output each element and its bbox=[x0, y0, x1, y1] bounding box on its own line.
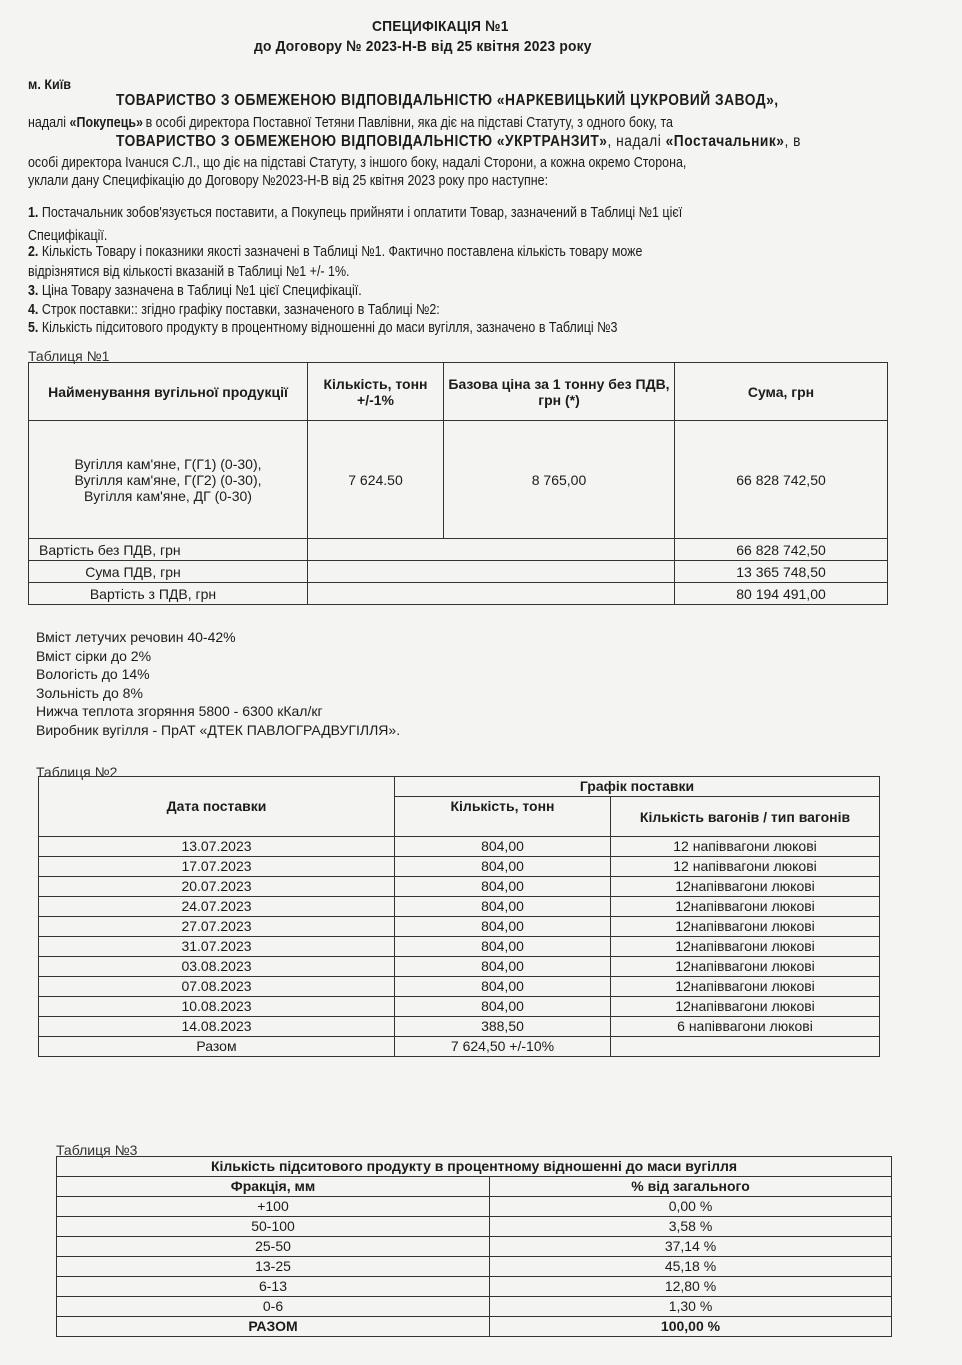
t2-row: 20.07.2023 804,00 12напіввагони люкові bbox=[39, 877, 880, 897]
t2-row: 13.07.2023 804,00 12 напіввагони люкові bbox=[39, 837, 880, 857]
quality-list bbox=[36, 628, 400, 739]
supplier-company-name: ТОВАРИСТВО З ОБМЕЖЕНОЮ ВІДПОВІДАЛЬНІСТЮ «УКРТРАНЗИТ» bbox=[116, 133, 608, 150]
table3-caption: Таблиця №3 bbox=[56, 1142, 138, 1158]
table2-delivery-schedule bbox=[38, 776, 880, 1057]
clause-3: 3. Ціна Товару зазначена в Таблиці №1 цієї Специфікації. bbox=[28, 283, 362, 299]
t2-header-qty: Кількість, тонн bbox=[395, 797, 611, 837]
t2-group-header: Графік поставки bbox=[395, 777, 880, 797]
clause-2: 2. Кількість Товару і показники якості зазначені в Таблиці №1. Фактично поставлена кількість товару може bbox=[28, 244, 643, 260]
t2-header-date: Дата поставки bbox=[39, 797, 395, 837]
t3-header-fraction: Фракція, мм bbox=[57, 1177, 490, 1197]
t2-total-row: Разом 7 624,50 +/-10% bbox=[39, 1037, 880, 1057]
t3-row: 50-100 3,58 % bbox=[57, 1217, 892, 1237]
agreement-line: уклали дану Специфікацію до Договору №2023-Н-В від 25 квітня 2023 року про наступне: bbox=[28, 173, 549, 189]
quality-item: Нижча теплота згоряння 5800 - 6300 кКал/кг bbox=[36, 703, 323, 719]
table1-caption: Таблиця №1 bbox=[28, 348, 110, 364]
t1-total-value: 80 194 491,00 bbox=[675, 583, 888, 605]
t1-total-row: Сума ПДВ, грн 13 365 748,50 bbox=[29, 561, 888, 583]
t1-price: 8 765,00 bbox=[444, 421, 675, 539]
t1-product-names: Вугілля кам'яне, Г(Г1) (0-30), Вугілля кам'яне, Г(Г2) (0-30), Вугілля кам'яне, ДГ (0-30) bbox=[29, 421, 308, 539]
t2-header-wagons: Кількість вагонів / тип вагонів bbox=[611, 797, 880, 837]
t3-row: 0-6 1,30 % bbox=[57, 1297, 892, 1317]
t1-header-price: Базова ціна за 1 тонну без ПДВ, грн (*) bbox=[444, 363, 675, 421]
city: м. Київ bbox=[28, 76, 72, 92]
table3-fraction-distribution bbox=[56, 1156, 892, 1337]
t1-header-sum: Сума, грн bbox=[675, 363, 888, 421]
quality-item: Вміст сірки до 2% bbox=[36, 647, 152, 664]
t2-row: 27.07.2023 804,00 12напіввагони люкові bbox=[39, 917, 880, 937]
t2-row: 03.08.2023 804,00 12напіввагони люкові bbox=[39, 957, 880, 977]
table1-pricing bbox=[28, 362, 888, 605]
quality-item: Вологість до 14% bbox=[36, 666, 150, 682]
document-title: СПЕЦИФІКАЦІЯ №1 bbox=[372, 18, 509, 35]
t1-total-value: 66 828 742,50 bbox=[675, 539, 888, 561]
t2-row: 14.08.2023 388,50 6 напіввагони люкові bbox=[39, 1017, 880, 1037]
quality-item: Зольність до 8% bbox=[36, 684, 143, 701]
t1-total-row: Вартість з ПДВ, грн 80 194 491,00 bbox=[29, 583, 888, 605]
t3-title: Кількість підситового продукту в процентному відношенні до маси вугілля bbox=[57, 1157, 892, 1177]
clause-5: 5. Кількість підситового продукту в процентному відношенні до маси вугілля, зазначено в Таблиці №3 bbox=[28, 320, 618, 336]
t2-row: 31.07.2023 804,00 12напіввагони люкові bbox=[39, 937, 880, 957]
supplier-alias: «Постачальник» bbox=[665, 133, 785, 150]
clause-1: 1. Постачальник зобов'язується поставити, а Покупець прийняти і оплатити Товар, зазначений в Таблиці №1 цієї bbox=[28, 205, 683, 221]
clause-2-cont: відрізнятися від кількості вказаній в Таблиці №1 +/- 1%. bbox=[28, 264, 350, 280]
t1-quantity: 7 624.50 bbox=[308, 421, 444, 539]
table2-caption: Таблиця №2 bbox=[36, 764, 118, 780]
t1-product-row bbox=[29, 421, 888, 539]
t1-header-quantity: Кількість, тонн +/-1% bbox=[308, 363, 444, 421]
t1-total-value: 13 365 748,50 bbox=[675, 561, 888, 583]
t2-row: 17.07.2023 804,00 12 напіввагони люкові bbox=[39, 857, 880, 877]
t3-header-percent: % від загального bbox=[490, 1177, 892, 1197]
document-subtitle: до Договору № 2023-Н-В від 25 квітня 2023 року bbox=[254, 38, 592, 55]
supplier-director-line: особі директора Ivанuся С.Л., що діє на підставі Статуту, з іншого боку, надалі Сторони, а кожна окремо Сторона, bbox=[28, 155, 687, 171]
t3-row: 6-13 12,80 % bbox=[57, 1277, 892, 1297]
clause-4: 4. Строк поставки:: згідно графіку поставки, зазначеного в Таблиці №2: bbox=[28, 302, 440, 318]
t3-row: 25-50 37,14 % bbox=[57, 1237, 892, 1257]
quality-item: Вміст летучих речовин 40-42% bbox=[36, 629, 236, 645]
buyer-alias: «Покупець» bbox=[69, 115, 143, 131]
t1-sum: 66 828 742,50 bbox=[675, 421, 888, 539]
t3-total-row: РАЗОМ 100,00 % bbox=[57, 1317, 892, 1337]
quality-item: Виробник вугілля - ПрАТ «ДТЕК ПАВЛОГРАДВУГІЛЛЯ». bbox=[36, 721, 401, 738]
t3-row: 13-25 45,18 % bbox=[57, 1257, 892, 1277]
t1-header-product: Найменування вугільної продукції bbox=[29, 363, 308, 421]
t3-row: +100 0,00 % bbox=[57, 1197, 892, 1217]
clause-1-cont: Специфікації. bbox=[28, 228, 108, 244]
t2-row: 10.08.2023 804,00 12напіввагони люкові bbox=[39, 997, 880, 1017]
buyer-line: надалі «Покупець» в особі директора Поставної Тетяни Павлівни, яка діє на підставі Статуту, з одного боку, та bbox=[28, 115, 673, 131]
t2-row: 24.07.2023 804,00 12напіввагони люкові bbox=[39, 897, 880, 917]
buyer-company-name: ТОВАРИСТВО З ОБМЕЖЕНОЮ ВІДПОВІДАЛЬНІСТЮ «НАРКЕВИЦЬКИЙ ЦУКРОВИЙ ЗАВОД», bbox=[116, 92, 779, 109]
t2-row: 07.08.2023 804,00 12напіввагони люкові bbox=[39, 977, 880, 997]
supplier-line: ТОВАРИСТВО З ОБМЕЖЕНОЮ ВІДПОВІДАЛЬНІСТЮ «УКРТРАНЗИТ», надалі «Постачальник», в bbox=[116, 133, 802, 150]
t1-total-row: Вартість без ПДВ, грн 66 828 742,50 bbox=[29, 539, 888, 561]
